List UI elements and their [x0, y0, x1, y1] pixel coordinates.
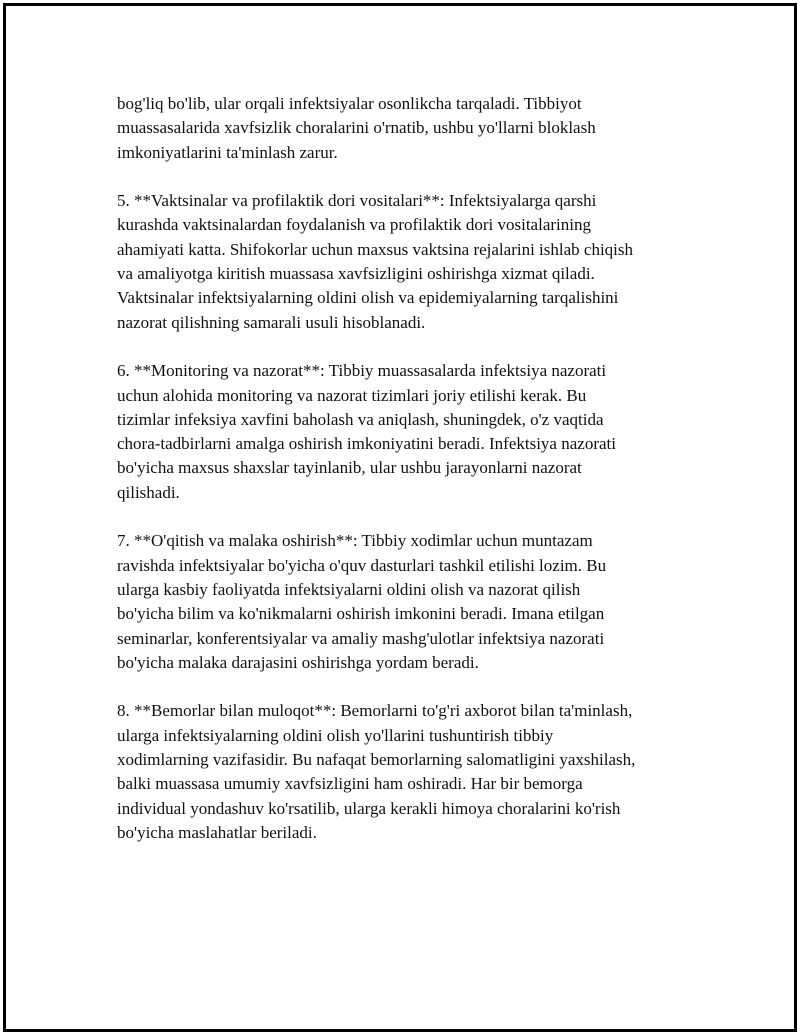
paragraph-item-6 — [117, 359, 692, 505]
text-line: ularga infektsiyalarning oldini olish yo'llarini tushuntirish tibbiy — [117, 725, 554, 745]
text-line: individual yondashuv ko'rsatilib, ularga kerakli himoya choralarini ko'rish — [117, 798, 621, 818]
text-line: chora-tadbirlarni amalga oshirish imkoniyatini beradi. Infektsiya nazorati — [117, 434, 616, 454]
text-line: bo'yicha maxsus shaxslar tayinlanib, ular ushbu jarayonlarni nazorat — [117, 458, 582, 478]
text-line: nazorat qilishning samarali usuli hisoblanadi. — [117, 312, 426, 332]
paragraph-item-8 — [117, 699, 692, 845]
text-line: 5. **Vaktsinalar va profilaktik dori vositalari**: Infektsiyalarga qarshi — [117, 191, 597, 211]
paragraph-item-5 — [117, 189, 692, 335]
text-line: ahamiyati katta. Shifokorlar uchun maxsus vaktsina rejalarini ishlab chiqish — [117, 239, 634, 259]
text-line: ravishda infektsiyalar bo'yicha o'quv dasturlari tashkil etilishi lozim. Bu — [117, 555, 607, 575]
text-line: bo'yicha maslahatlar beriladi. — [117, 822, 317, 842]
text-line: kurashda vaktsinalardan foydalanish va profilaktik dori vositalarining — [117, 215, 591, 235]
document-body — [117, 92, 692, 870]
text-line: uchun alohida monitoring va nazorat tizimlari joriy etilishi kerak. Bu — [117, 385, 587, 405]
text-line: ularga kasbiy faoliyatda infektsiyalarni oldini olish va nazorat qilish — [117, 579, 581, 599]
text-line: balki muassasa umumiy xavfsizligini ham oshiradi. Har bir bemorga — [117, 774, 583, 794]
text-line: bo'yicha bilim va ko'nikmalarni oshirish imkonini beradi. Imana etilgan — [117, 604, 605, 624]
text-line: Vaktsinalar infektsiyalarning oldini olish va epidemiyalarning tarqalishini — [117, 288, 619, 308]
paragraph-item-7 — [117, 529, 692, 675]
paragraph-continuation — [117, 92, 692, 165]
text-line: muassasalarida xavfsizlik choralarini o'rnatib, ushbu yo'llarni bloklash — [117, 118, 596, 138]
text-line: 8. **Bemorlar bilan muloqot**: Bemorlarni to'g'ri axborot bilan ta'minlash, — [117, 701, 633, 721]
text-line: bog'liq bo'lib, ular orqali infektsiyalar osonlikcha tarqaladi. Tibbiyot — [117, 94, 582, 113]
text-line: xodimlarning vazifasidir. Bu nafaqat bemorlarning salomatligini yaxshilash, — [117, 750, 636, 770]
text-line: seminarlar, konferentsiyalar va amaliy mashg'ulotlar infektsiya nazorati — [117, 628, 605, 648]
text-line: tizimlar infeksiya xavfini baholash va aniqlash, shuningdek, o'z vaqtida — [117, 409, 604, 429]
text-line: qilishadi. — [117, 482, 180, 502]
text-line: va amaliyotga kiritish muassasa xavfsizligini oshirishga xizmat qiladi. — [117, 264, 595, 284]
text-line: imkoniyatlarini ta'minlash zarur. — [117, 142, 338, 162]
text-line: 6. **Monitoring va nazorat**: Tibbiy muassasalarda infektsiya nazorati — [117, 361, 607, 381]
text-line: 7. **O'qitish va malaka oshirish**: Tibbiy xodimlar uchun muntazam — [117, 531, 593, 551]
text-line: bo'yicha malaka darajasini oshirishga yordam beradi. — [117, 652, 479, 672]
